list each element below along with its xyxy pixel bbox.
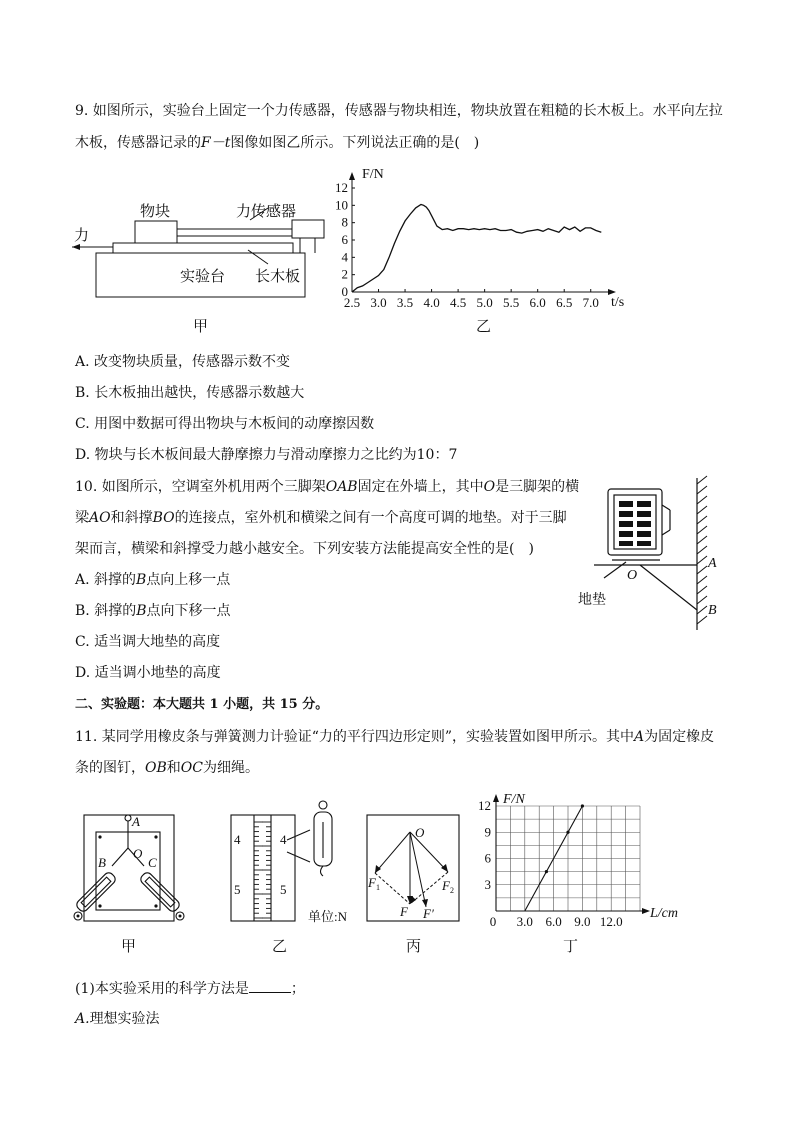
ft-x-tick-label: 3.0 — [370, 295, 387, 310]
q10-l2e: 的连接点，室外机和横梁之间有一个高度可调的地垫。对于三脚 — [174, 510, 567, 526]
label-sensor: 力传感器 — [236, 204, 297, 220]
ft-ylabel: F/N — [362, 167, 384, 182]
caption-jia-9: 甲 — [193, 319, 209, 335]
q11-option-a — [75, 1009, 160, 1029]
q11-l2e: 为细绳。 — [202, 760, 259, 776]
fl-point — [581, 804, 584, 807]
label-a: A — [708, 556, 717, 571]
q11-oa-letter: A. — [75, 1011, 90, 1027]
label-pad: 地垫 — [578, 593, 606, 608]
ft-x-tick-label: 6.5 — [556, 295, 573, 310]
yi-unit: 单位:N — [308, 909, 348, 924]
ft-x-tick-label: 4.0 — [423, 295, 440, 310]
caption-jia-11: 甲 — [121, 939, 137, 955]
answer-blank[interactable] — [249, 978, 291, 993]
ft-x-tick-label: 5.0 — [476, 295, 493, 310]
q9-option-a: A. 改变物块质量，传感器示数不变 — [75, 354, 291, 370]
q9-line2c: 图像如图乙所示。下列说法正确的是( ) — [230, 135, 480, 151]
q10-ao: AO — [89, 510, 111, 526]
q10-option-c: C. 适当调大地垫的高度 — [75, 634, 221, 650]
q10-l2a: 梁 — [75, 510, 89, 526]
q9-option-c: C. 用图中数据可得出物块与木板间的动摩擦因数 — [75, 416, 375, 432]
label-bench: 实验台 — [180, 269, 226, 285]
q11-sub1-text: (1)本实验采用的科学方法是 — [75, 981, 249, 997]
bing-label-f1: $F_1$ — [368, 875, 380, 892]
fl-y-tick-label: 12 — [478, 798, 491, 813]
fl-x-tick-label: 6.0 — [545, 914, 562, 929]
yi-tick-4b: 4 — [280, 832, 287, 847]
ft-x-tick-label: 2.5 — [343, 295, 361, 310]
q10-ob1: B. 斜撑的 — [75, 603, 137, 619]
q11-oa-text: 理想实验法 — [89, 1011, 160, 1027]
bing-label-o: O — [415, 825, 425, 840]
fl-x-tick-label: 9.0 — [574, 914, 591, 929]
label-board: 长木板 — [255, 269, 301, 285]
q9-line2a: 木板，传感器记录的 — [75, 135, 201, 151]
ft-y-tick-label: 0 — [341, 284, 348, 299]
q10-oa3: 点向上移一点 — [146, 572, 231, 588]
label-force: 力 — [74, 228, 90, 244]
ft-x-tick-label: 5.5 — [503, 295, 520, 310]
ft-y-tick-label: 10 — [335, 197, 348, 213]
q10-l2c: 和斜撑 — [110, 510, 153, 526]
q10-oa1: A. 斜撑的 — [75, 572, 137, 588]
fl-y-arrow — [493, 794, 499, 802]
caption-yi-11: 乙 — [272, 939, 288, 955]
q10-oa2: B — [136, 572, 147, 588]
fl-y-tick-label: 6 — [484, 850, 491, 866]
ft-x-tick-label: 4.5 — [449, 295, 467, 310]
q11-l2a: 条的图钉， — [75, 760, 145, 776]
fl-x-arrow — [642, 908, 650, 914]
bing-label-f: F — [400, 904, 408, 919]
ft-y-tick-label: 6 — [341, 232, 348, 247]
q11-oc: OC — [180, 760, 203, 776]
ft-x-tick-label: 6.0 — [529, 295, 546, 310]
fl-x-tick-label: 0 — [489, 914, 497, 929]
q10-l1c: 固定在外墙上，其中 — [357, 479, 484, 495]
ft-xlabel: t/s — [611, 295, 625, 310]
q10-line3: 架而言，横梁和斜撑受力越小越安全。下列安装方法能提高安全性的是( ) — [75, 541, 534, 557]
q11-l1c: 为固定橡皮 — [644, 729, 715, 745]
bing-label-f2: $F_2$ — [442, 878, 454, 895]
q11-sub1-end: ； — [290, 981, 305, 997]
q9-option-b: B. 长木板抽出越快，传感器示数越大 — [75, 385, 305, 401]
ft-x-tick-label: 7.0 — [582, 295, 599, 310]
q10-l1a: 10. 如图所示，空调室外机用两个三脚架 — [75, 479, 326, 495]
q11-l1a: 11. 某同学用橡皮条与弹簧测力计验证“力的平行四边形定则”，实验装置如图甲所示。其中 — [75, 729, 635, 745]
caption-bing: 丙 — [406, 939, 422, 955]
q9-option-d: D. 物块与长木板间最大静摩擦力与滑动摩擦力之比约为10：7 — [75, 447, 458, 463]
q11-ob: OB — [145, 760, 167, 776]
q11-l2c: 和 — [166, 760, 181, 776]
fl-point — [566, 831, 569, 834]
fl-ylabel: F/N — [503, 792, 525, 807]
jia-label-b: B — [98, 855, 106, 870]
yi-tick-5a: 5 — [234, 882, 241, 897]
q11-a: A — [634, 729, 645, 745]
q10-oab: OAB — [325, 479, 358, 495]
fl-x-tick-label: 3.0 — [516, 914, 533, 929]
label-block: 物块 — [140, 204, 171, 220]
caption-ding: 丁 — [563, 939, 579, 955]
ft-y-tick-label: 2 — [341, 266, 348, 282]
bing-label-fprime: F′ — [423, 906, 434, 921]
q10-ob2: B — [136, 603, 147, 619]
yi-tick-5b: 5 — [280, 882, 287, 897]
ft-y-tick-label: 12 — [335, 180, 348, 195]
ft-y-tick-label: 4 — [341, 249, 348, 265]
q10-bo: BO — [152, 510, 175, 526]
q11-sub1 — [75, 978, 305, 999]
q10-o: O — [483, 479, 496, 495]
fl-point — [545, 870, 548, 873]
fl-y-tick-label: 3 — [484, 876, 491, 892]
label-o: O — [627, 568, 638, 583]
caption-yi-9: 乙 — [476, 319, 492, 335]
fl-xlabel: L/cm — [650, 906, 678, 921]
ft-x-tick-label: 3.5 — [396, 295, 414, 310]
q9-ft: F－t — [201, 135, 231, 151]
jia-label-o: O — [133, 846, 143, 861]
fl-x-tick-label: 12.0 — [599, 914, 623, 929]
jia-label-a: A — [132, 814, 140, 829]
q10-option-d: D. 适当调小地垫的高度 — [75, 665, 221, 681]
q10-ob3: 点向下移一点 — [146, 603, 231, 619]
jia-label-c: C — [148, 855, 157, 870]
label-b: B — [708, 603, 717, 618]
fl-y-tick-label: 9 — [484, 824, 491, 840]
section2-title: 二、实验题：本大题共 1 小题，共 15 分。 — [75, 697, 329, 712]
q9-line1: 9. 如图所示，实验台上固定一个力传感器，传感器与物块相连，物块放置在粗糙的长木板上。水平向左拉 — [75, 103, 723, 119]
ft-y-tick-label: 8 — [341, 214, 348, 230]
yi-tick-4a: 4 — [234, 832, 241, 847]
q10-l1e: 是三脚架的横 — [495, 479, 580, 495]
